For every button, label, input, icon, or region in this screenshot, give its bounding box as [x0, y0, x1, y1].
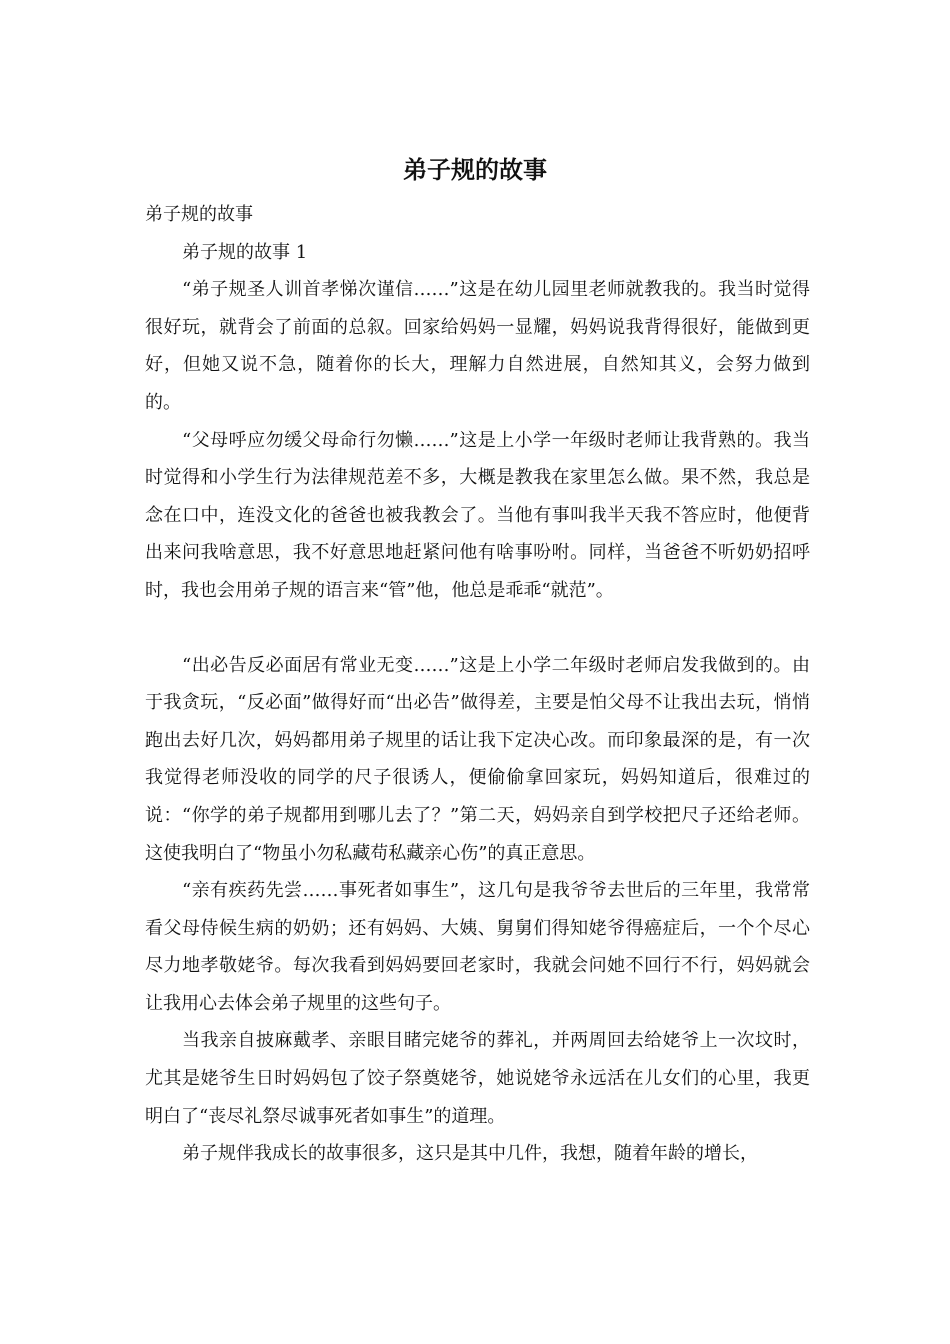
document-title: 弟子规的故事 [403, 156, 547, 184]
paragraph: 弟子规伴我成长的故事很多，这只是其中几件，我想，随着年龄的增长， [182, 1143, 758, 1165]
paragraph: “弟子规圣人训首孝悌次谨信……”这是在幼儿园里老师就教我的。我当时觉得很好玩，就背会了前面的总叙。回家给妈妈一显耀，妈妈说我背得很好，能做到更好，但她又说不急，随着你的长大，理解力自然进展，自然知其义，会努力做到的。 [145, 279, 810, 413]
section-heading: 弟子规的故事 1 [182, 241, 308, 263]
paragraph: “父母呼应勿缓父母命行勿懒……”这是上小学一年级时老师让我背熟的。我当时觉得和小学生行为法律规范差不多，大概是教我在家里怎么做。果不然，我总是念在口中，连没文化的爸爸也被我教会了。当他有事叫我半天我不答应时，他便背出来问我啥意思，我不好意思地赶紧问他有啥事吩咐。同样，当爸爸不听奶奶招呼时，我也会用弟子规的语言来“管”他，他总是乖乖“就范”。 [145, 429, 810, 601]
document-subtitle: 弟子规的故事 [145, 204, 253, 225]
paragraph: 当我亲自披麻戴孝、亲眼目睹完姥爷的葬礼，并两周回去给姥爷上一次坟时，尤其是姥爷生日时妈妈包了饺子祭奠姥爷，她说姥爷永远活在儿女们的心里，我更明白了“丧尽礼祭尽诚事死者如事生”的道理。 [145, 1030, 810, 1127]
paragraph: “亲有疾药先尝……事死者如事生”，这几句是我爷爷去世后的三年里，我常常看父母侍候生病的奶奶；还有妈妈、大姨、舅舅们得知姥爷得癌症后，一个个尽心尽力地孝敬姥爷。每次我看到妈妈要回老家时，我就会问她不回行不行，妈妈就会让我用心去体会弟子规里的这些句子。 [145, 880, 810, 1014]
document-body [145, 196, 810, 1173]
paragraph: “出必告反必面居有常业无变……”这是上小学二年级时老师启发我做到的。由于我贪玩，“反必面”做得好而“出必告”做得差，主要是怕父母不让我出去玩，悄悄跑出去好几次，妈妈都用弟子规里的话让我下定决心改。而印象最深的是，有一次我觉得老师没收的同学的尺子很诱人，便偷偷拿回家玩，妈妈知道后，很难过的说：“你学的弟子规都用到哪儿去了？”第二天，妈妈亲自到学校把尺子还给老师。这使我明白了“物虽小勿私藏苟私藏亲心伤”的真正意思。 [145, 654, 810, 864]
